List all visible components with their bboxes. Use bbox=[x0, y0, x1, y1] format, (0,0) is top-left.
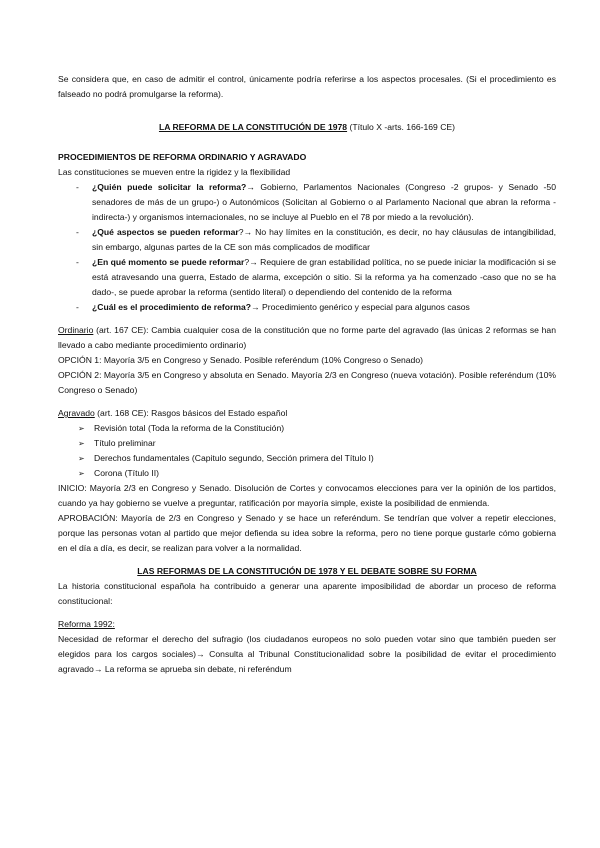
question-label: ¿Qué aspectos se pueden reformar bbox=[92, 227, 239, 237]
list-item-text: Corona (Título II) bbox=[94, 468, 159, 478]
list-item bbox=[58, 421, 556, 436]
agravado-text: (art. 168 CE): Rasgos básicos del Estado español bbox=[94, 408, 288, 418]
document-page bbox=[58, 72, 556, 677]
section1-title-sub: (Título X -arts. 166-169 CE) bbox=[347, 122, 456, 132]
agravado-paragraph bbox=[58, 406, 556, 421]
list-item bbox=[58, 255, 556, 300]
section1-title-main: LA REFORMA DE LA CONSTITUCIÓN DE 1978 bbox=[158, 122, 348, 132]
question-label: ¿Quién puede solicitar la reforma? bbox=[92, 182, 247, 192]
question-answer: ?→ Requiere de gran estabilidad política, no se puede iniciar la modificación si se está atravesando una guerra, Estado de alarma, excepción o sitio. Si la reforma ya ha comenzado -caso que no se ha dado-, se puede aprobar la reforma (sentido literal) o dependiendo del contenido de la reforma bbox=[92, 257, 556, 297]
section2-title bbox=[58, 564, 556, 579]
list-item-text: Título preliminar bbox=[94, 438, 156, 448]
list-item bbox=[58, 300, 556, 315]
ordinario-text: (art. 167 CE): Cambia cualquier cosa de la constitución que no forme parte del agravado (las únicas 2 reformas se han llevado a cabo mediante procedimiento ordinario) bbox=[58, 325, 556, 350]
ordinario-paragraph bbox=[58, 323, 556, 353]
section1-title bbox=[58, 120, 556, 135]
list-item bbox=[58, 225, 556, 255]
question-label: ¿Cuál es el procedimiento de reforma? bbox=[92, 302, 252, 312]
intro-paragraph: Se considera que, en caso de admitir el control, únicamente podría referirse a los aspectos procesales. (Si el procedimiento es falseado no podrá promulgarse la reforma). bbox=[58, 74, 556, 99]
dash-bullet: - bbox=[76, 182, 79, 192]
question-label: ¿En qué momento se puede reformar bbox=[92, 257, 245, 267]
arrow-bullet-icon: ➢ bbox=[78, 454, 85, 463]
agravado-aprobacion: APROBACIÓN: Mayoría de 2/3 en Congreso y Senado y se hace un referéndum. Se tendrían que volver a repetir elecciones, porque las personas votan al partido que mejor defienda su idea sobre la reforma, pero no tiene porque gustarle cómo gobierna en el día a día, es decir, se realizan para volver a la normalidad. bbox=[58, 513, 556, 553]
question-answer: → Procedimiento genérico y especial para algunos casos bbox=[251, 302, 470, 312]
ordinario-option-1: OPCIÓN 1: Mayoría 3/5 en Congreso y Senado. Posible referéndum (10% Congreso o Senado) bbox=[58, 355, 423, 365]
list-item bbox=[58, 180, 556, 225]
ordinario-label: Ordinario bbox=[58, 325, 94, 335]
list-item bbox=[58, 451, 556, 466]
reforma-1992-heading: Reforma 1992: bbox=[58, 619, 115, 629]
agravado-inicio: INICIO: Mayoría 2/3 en Congreso y Senado. Disolución de Cortes y convocamos elecciones para ver la opinión de los partidos, cuando ya hay gobierno se vuelve a preguntar, ratificación por mayoría simple, existe la posibilidad de enmienda. bbox=[58, 483, 556, 508]
ordinario-option-2: OPCIÓN 2: Mayoría 3/5 en Congreso y absoluta en Senado. Mayoría 2/3 en Congreso (nueva votación). Posible referéndum (10% Congreso o Senado) bbox=[58, 370, 556, 395]
arrow-bullet-icon: ➢ bbox=[78, 439, 85, 448]
list-item-text: Derechos fundamentales (Capitulo segundo, Sección primera del Título I) bbox=[94, 453, 374, 463]
arrow-bullet-icon: ➢ bbox=[78, 424, 85, 433]
questions-list bbox=[58, 180, 556, 315]
agravado-label: Agravado bbox=[58, 408, 95, 418]
dash-bullet: - bbox=[76, 302, 79, 312]
reforma-1992-text: Necesidad de reformar el derecho del sufragio (los ciudadanos europeos no solo pueden votar sino que también pueden ser elegidos para los cargos sociales)→ Consulta al Tribunal Constitucionalidad sobre la posibilidad de evitar el procedimiento agravado→ La reforma se aprueba sin debate, ni referéndum bbox=[58, 634, 556, 674]
dash-bullet: - bbox=[76, 257, 79, 267]
section2-lead: La historia constitucional española ha contribuido a generar una aparente imposibilidad de abordar un proceso de reforma constitucional: bbox=[58, 581, 556, 606]
section2-title-text: LAS REFORMAS DE LA CONSTITUCIÓN DE 1978 Y EL DEBATE SOBRE SU FORMA bbox=[137, 566, 477, 576]
dash-bullet: - bbox=[76, 227, 79, 237]
list-item-text: Revisión total (Toda la reforma de la Constitución) bbox=[94, 423, 285, 433]
list-item bbox=[58, 466, 556, 481]
procedures-lead: Las constituciones se mueven entre la rigidez y la flexibilidad bbox=[58, 167, 291, 177]
question-answer: → Gobierno, Parlamentos Nacionales (Congreso -2 grupos- y Senado -50 senadores de más de un grupo-) o Autonómicos (Solicitan al Gobierno o al Parlamento Nacional que abran la reforma -indirecta-) y organismos internacionales, no se incluye al Pueblo en el 78 por miedo a la revolución). bbox=[92, 182, 556, 222]
question-answer: ?→ No hay límites en la constitución, es decir, no hay cláusulas de intangibilidad, sin embargo, algunas partes de la CE son más complicados de modificar bbox=[92, 227, 556, 252]
procedures-heading: PROCEDIMIENTOS DE REFORMA ORDINARIO Y AGRAVADO bbox=[58, 152, 307, 162]
agravado-list bbox=[58, 421, 556, 481]
list-item bbox=[58, 436, 556, 451]
arrow-bullet-icon: ➢ bbox=[78, 469, 85, 478]
